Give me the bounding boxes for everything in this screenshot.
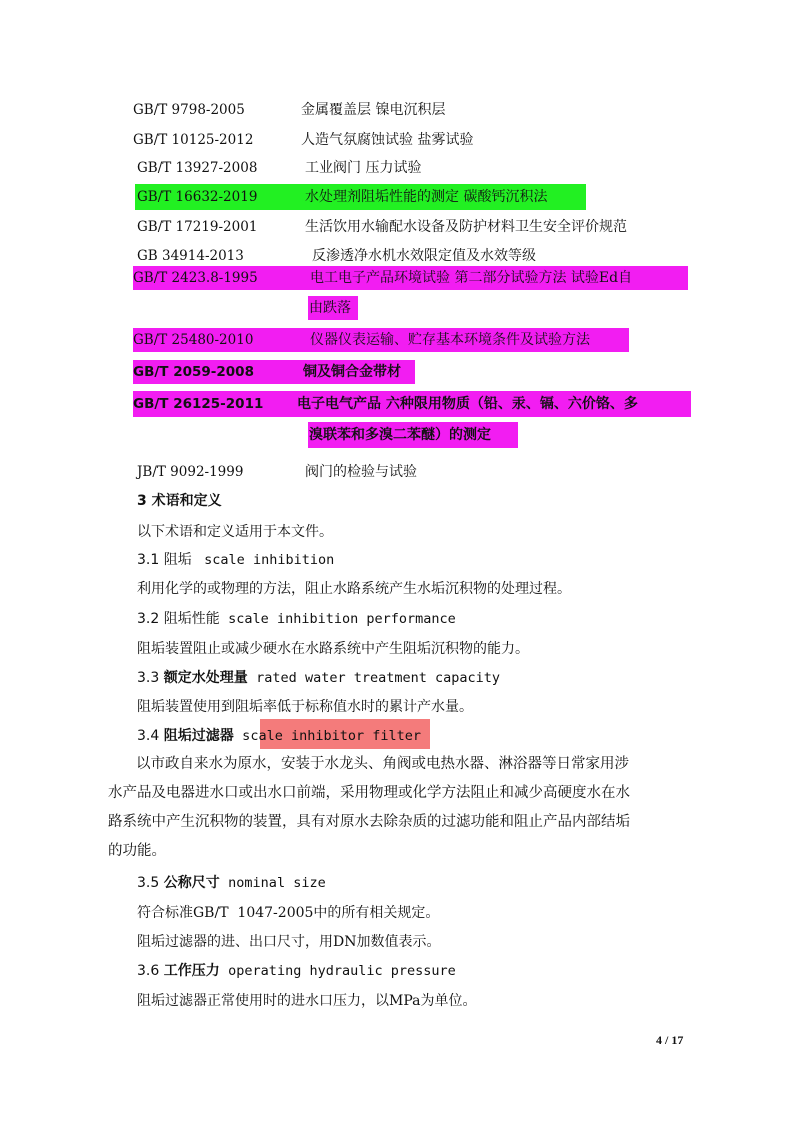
term-heading (137, 961, 456, 981)
term-heading (137, 609, 456, 629)
term-chinese: 阻垢 (163, 552, 192, 568)
page-number: 4 / 17 (656, 1033, 684, 1047)
standard-code: GB/T 9798-2005 (133, 102, 245, 118)
standard-title: 电子电气产品 六种限用物质（铅、汞、镉、六价铬、多 (297, 396, 638, 412)
term-english: rated water treatment capacity (256, 670, 501, 686)
term-definition-paragraph (108, 750, 690, 866)
term-heading (137, 668, 500, 688)
standard-title: 反渗透净水机水效限定值及水效等级 (312, 248, 536, 264)
term-number: 3.1 (137, 552, 160, 568)
term-chinese: 额定水处理量 (163, 670, 248, 686)
standard-row (133, 130, 253, 150)
standard-title: 电工电子产品环境试验 第二部分试验方法 试验Ed自 (310, 270, 633, 286)
term-english: operating hydraulic pressure (228, 963, 456, 979)
standard-row (133, 330, 253, 350)
standard-title-continued: 溴联苯和多溴二苯醚）的测定 (309, 427, 491, 443)
standard-code: GB/T 2423.8-1995 (133, 270, 258, 286)
term-english: scale inhibition (204, 552, 335, 568)
term-definition: 阻垢装置使用到阻垢率低于标称值水时的累计产水量。 (137, 699, 473, 715)
paragraph-line: 以市政自来水为原水，安装于水龙头、角阀或电热水器、淋浴器等日常家用涉 (136, 756, 629, 772)
standard-row (137, 462, 243, 482)
standard-title-continued: 由跌落 (309, 300, 351, 316)
term-definition: 阻垢装置阻止或减少硬水在水路系统中产生阻垢沉积物的能力。 (137, 641, 529, 657)
standard-title: 工业阀门 压力试验 (305, 160, 422, 176)
term-number: 3.5 (137, 875, 160, 891)
paragraph-line: 路系统中产生沉积物的装置，具有对原水去除杂质的过滤功能和阻止产品内部结垢 (108, 814, 630, 830)
standard-code: JB/T 9092-1999 (137, 464, 244, 480)
standard-code: GB/T 16632-2019 (137, 189, 258, 205)
term-english: scale inhibition performance (228, 611, 456, 627)
standard-code: GB/T 17219-2001 (137, 219, 258, 235)
standard-row (137, 217, 257, 237)
standard-title: 仪器仪表运输、贮存基本环境条件及试验方法 (310, 332, 590, 348)
standard-code: GB/T 2059-2008 (133, 364, 254, 380)
term-definition: 阻垢过滤器的进、出口尺寸，用DN加数值表示。 (137, 934, 441, 950)
standard-row (133, 362, 254, 382)
term-english-prefix: s (242, 728, 251, 744)
standard-code: GB/T 13927-2008 (137, 160, 258, 176)
term-number: 3.4 (137, 728, 160, 744)
term-english: nominal size (228, 875, 326, 891)
term-chinese: 阻垢过滤器 (163, 728, 234, 744)
term-definition: 符合标准GB/T 1047-2005中的所有相关规定。 (137, 905, 440, 921)
section-heading: 3 术语和定义 (137, 493, 222, 509)
term-number: 3.3 (137, 670, 160, 686)
paragraph-line: 水产品及电器进水口或出水口前端，采用物理或化学方法阻止和减少高硬度水在水 (108, 785, 630, 801)
paragraph-line: 的功能。 (108, 843, 166, 859)
term-chinese: 公称尺寸 (163, 875, 220, 891)
term-english: cale inhibitor filter (250, 728, 421, 744)
standard-code: GB/T 26125-2011 (133, 396, 264, 412)
standard-code: GB/T 25480-2010 (133, 332, 254, 348)
term-definition: 阻垢过滤器正常使用时的进水口压力，以MPa为单位。 (137, 993, 477, 1009)
section-intro: 以下术语和定义适用于本文件。 (137, 524, 333, 540)
standard-row (133, 394, 263, 414)
term-chinese: 工作压力 (163, 963, 220, 979)
standard-row (137, 187, 257, 207)
standard-row (133, 268, 258, 288)
term-heading (137, 550, 334, 570)
term-heading (137, 726, 421, 746)
standard-title: 阀门的检验与试验 (305, 464, 417, 480)
standard-title: 水处理剂阻垢性能的测定 碳酸钙沉积法 (305, 189, 548, 205)
term-definition: 利用化学的或物理的方法，阻止水路系统产生水垢沉积物的处理过程。 (137, 581, 571, 597)
term-number: 3.2 (137, 611, 160, 627)
standard-code: GB 34914-2013 (137, 248, 244, 264)
term-heading (137, 873, 326, 893)
standard-title: 铜及铜合金带材 (303, 364, 401, 380)
standard-title: 生活饮用水输配水设备及防护材料卫生安全评价规范 (305, 219, 627, 235)
standard-code: GB/T 10125-2012 (133, 132, 254, 148)
term-number: 3.6 (137, 963, 160, 979)
standard-row (133, 100, 245, 120)
term-chinese: 阻垢性能 (163, 611, 220, 627)
standard-title: 金属覆盖层 镍电沉积层 (301, 102, 446, 118)
standard-row (137, 246, 244, 266)
standard-title: 人造气氛腐蚀试验 盐雾试验 (301, 132, 474, 148)
standard-row (137, 158, 257, 178)
